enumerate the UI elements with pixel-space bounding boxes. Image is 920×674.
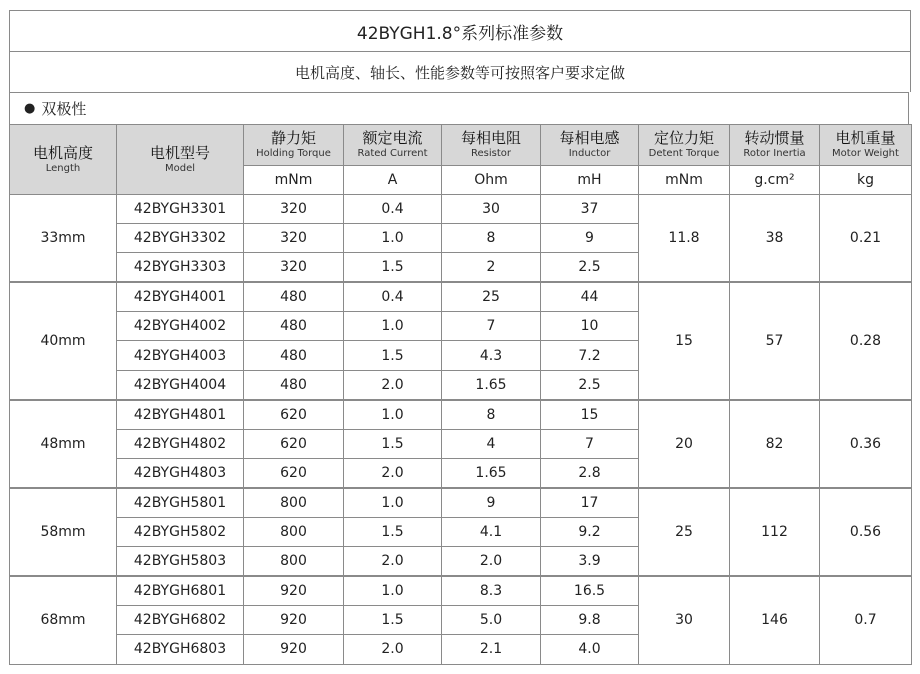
length-cell: 68mm: [10, 576, 117, 664]
model-cell: 42BYGH4803: [117, 458, 244, 488]
model-cell: 42BYGH3302: [117, 224, 244, 253]
torque-cell: 480: [244, 341, 344, 370]
torque-cell: 920: [244, 576, 344, 606]
resistor-cell: 8: [442, 400, 541, 430]
header-resistor: [442, 125, 541, 166]
length-cell: 40mm: [10, 282, 117, 399]
header-en: Model: [164, 162, 196, 174]
resistor-cell: 1.65: [442, 458, 541, 488]
page-subtitle: 电机高度、轴长、性能参数等可按照客户要求定做: [9, 51, 911, 92]
inductor-cell: 15: [541, 400, 639, 430]
header-cn: 电机重量: [835, 129, 896, 147]
resistor-cell: 30: [442, 195, 541, 224]
torque-cell: 620: [244, 429, 344, 458]
length-cell: 48mm: [10, 400, 117, 488]
length-cell: 33mm: [10, 195, 117, 283]
unit-cell: Ohm: [442, 166, 541, 195]
inductor-cell: 10: [541, 312, 639, 341]
model-cell: 42BYGH5803: [117, 547, 244, 577]
resistor-cell: 1.65: [442, 370, 541, 400]
inductor-cell: 9.2: [541, 518, 639, 547]
unit-cell: mNm: [639, 166, 730, 195]
table-row: [10, 576, 912, 606]
inductor-cell: 2.5: [541, 253, 639, 283]
inductor-cell: 7: [541, 429, 639, 458]
header-cn: 每相电感: [559, 129, 620, 147]
inductor-cell: 9: [541, 224, 639, 253]
torque-cell: 800: [244, 518, 344, 547]
torque-cell: 920: [244, 606, 344, 635]
current-cell: 1.0: [344, 576, 442, 606]
header-model: [117, 125, 244, 195]
inertia-cell: 57: [730, 282, 820, 399]
header-row: [10, 125, 912, 166]
bullet-icon: ●: [24, 101, 36, 116]
resistor-cell: 4.1: [442, 518, 541, 547]
model-cell: 42BYGH6801: [117, 576, 244, 606]
model-cell: 42BYGH4004: [117, 370, 244, 400]
unit-cell: mNm: [244, 166, 344, 195]
resistor-cell: 9: [442, 488, 541, 518]
resistor-cell: 8: [442, 224, 541, 253]
resistor-cell: 5.0: [442, 606, 541, 635]
torque-cell: 480: [244, 312, 344, 341]
header-cn: 电机型号: [149, 143, 210, 162]
model-cell: 42BYGH4002: [117, 312, 244, 341]
current-cell: 2.0: [344, 370, 442, 400]
inductor-cell: 37: [541, 195, 639, 224]
header-detent-torque: [639, 125, 730, 166]
current-cell: 2.0: [344, 547, 442, 577]
inductor-cell: 9.8: [541, 606, 639, 635]
header-rotor-inertia: [730, 125, 820, 166]
header-motor-weight: [820, 125, 912, 166]
header-en: Rated Current: [357, 148, 428, 159]
model-cell: 42BYGH5801: [117, 488, 244, 518]
weight-cell: 0.28: [820, 282, 912, 399]
inductor-cell: 4.0: [541, 635, 639, 664]
weight-cell: 0.56: [820, 488, 912, 576]
model-cell: 42BYGH5802: [117, 518, 244, 547]
header-cn: 定位力矩: [653, 129, 714, 147]
current-cell: 0.4: [344, 282, 442, 312]
model-cell: 42BYGH6803: [117, 635, 244, 664]
model-cell: 42BYGH4003: [117, 341, 244, 370]
inductor-cell: 44: [541, 282, 639, 312]
inductor-cell: 3.9: [541, 547, 639, 577]
current-cell: 1.0: [344, 224, 442, 253]
torque-cell: 480: [244, 282, 344, 312]
current-cell: 1.5: [344, 518, 442, 547]
detent-cell: 20: [639, 400, 730, 488]
current-cell: 1.5: [344, 429, 442, 458]
model-cell: 42BYGH4802: [117, 429, 244, 458]
detent-cell: 11.8: [639, 195, 730, 283]
inertia-cell: 112: [730, 488, 820, 576]
resistor-cell: 2.0: [442, 547, 541, 577]
header-length: [10, 125, 117, 195]
section-heading: [9, 92, 909, 124]
header-holding-torque: [244, 125, 344, 166]
header-en: Inductor: [568, 148, 611, 159]
unit-cell: A: [344, 166, 442, 195]
torque-cell: 620: [244, 458, 344, 488]
header-cn: 每相电阻: [460, 129, 521, 147]
table-body: [10, 195, 912, 665]
torque-cell: 800: [244, 547, 344, 577]
table-row: [10, 282, 912, 312]
torque-cell: 480: [244, 370, 344, 400]
detent-cell: 30: [639, 576, 730, 664]
model-cell: 42BYGH3301: [117, 195, 244, 224]
current-cell: 1.5: [344, 606, 442, 635]
torque-cell: 800: [244, 488, 344, 518]
inductor-cell: 7.2: [541, 341, 639, 370]
inertia-cell: 146: [730, 576, 820, 664]
resistor-cell: 4.3: [442, 341, 541, 370]
inertia-cell: 82: [730, 400, 820, 488]
current-cell: 2.0: [344, 635, 442, 664]
table-row: [10, 195, 912, 224]
current-cell: 1.0: [344, 400, 442, 430]
header-cn: 电机高度: [32, 143, 93, 162]
section-label: 双极性: [41, 100, 87, 118]
inertia-cell: 38: [730, 195, 820, 283]
header-en: Detent Torque: [648, 148, 720, 159]
current-cell: 1.5: [344, 341, 442, 370]
model-cell: 42BYGH6802: [117, 606, 244, 635]
length-cell: 58mm: [10, 488, 117, 576]
header-en: Motor Weight: [832, 148, 899, 159]
spec-table: [9, 124, 912, 665]
header-en: Length: [45, 162, 81, 174]
torque-cell: 920: [244, 635, 344, 664]
model-cell: 42BYGH4001: [117, 282, 244, 312]
model-cell: 42BYGH4801: [117, 400, 244, 430]
resistor-cell: 7: [442, 312, 541, 341]
header-cn: 额定电流: [362, 129, 423, 147]
header-en: Holding Torque: [256, 148, 331, 159]
torque-cell: 620: [244, 400, 344, 430]
header-cn: 静力矩: [270, 129, 316, 147]
resistor-cell: 2.1: [442, 635, 541, 664]
current-cell: 0.4: [344, 195, 442, 224]
current-cell: 1.0: [344, 312, 442, 341]
resistor-cell: 2: [442, 253, 541, 283]
inductor-cell: 16.5: [541, 576, 639, 606]
header-rated-current: [344, 125, 442, 166]
resistor-cell: 8.3: [442, 576, 541, 606]
weight-cell: 0.7: [820, 576, 912, 664]
inductor-cell: 17: [541, 488, 639, 518]
header-en: Resistor: [471, 148, 511, 159]
resistor-cell: 25: [442, 282, 541, 312]
header-cn: 转动惯量: [744, 129, 805, 147]
resistor-cell: 4: [442, 429, 541, 458]
page-title: 42BYGH1.8°系列标准参数: [9, 10, 911, 51]
unit-cell: kg: [820, 166, 912, 195]
current-cell: 1.5: [344, 253, 442, 283]
header-inductor: [541, 125, 639, 166]
weight-cell: 0.36: [820, 400, 912, 488]
unit-cell: mH: [541, 166, 639, 195]
detent-cell: 25: [639, 488, 730, 576]
torque-cell: 320: [244, 195, 344, 224]
inductor-cell: 2.5: [541, 370, 639, 400]
weight-cell: 0.21: [820, 195, 912, 283]
table-row: [10, 488, 912, 518]
torque-cell: 320: [244, 253, 344, 283]
current-cell: 2.0: [344, 458, 442, 488]
torque-cell: 320: [244, 224, 344, 253]
inductor-cell: 2.8: [541, 458, 639, 488]
detent-cell: 15: [639, 282, 730, 399]
current-cell: 1.0: [344, 488, 442, 518]
unit-cell: g.cm²: [730, 166, 820, 195]
header-en: Rotor Inertia: [743, 148, 806, 159]
model-cell: 42BYGH3303: [117, 253, 244, 283]
table-row: [10, 400, 912, 430]
